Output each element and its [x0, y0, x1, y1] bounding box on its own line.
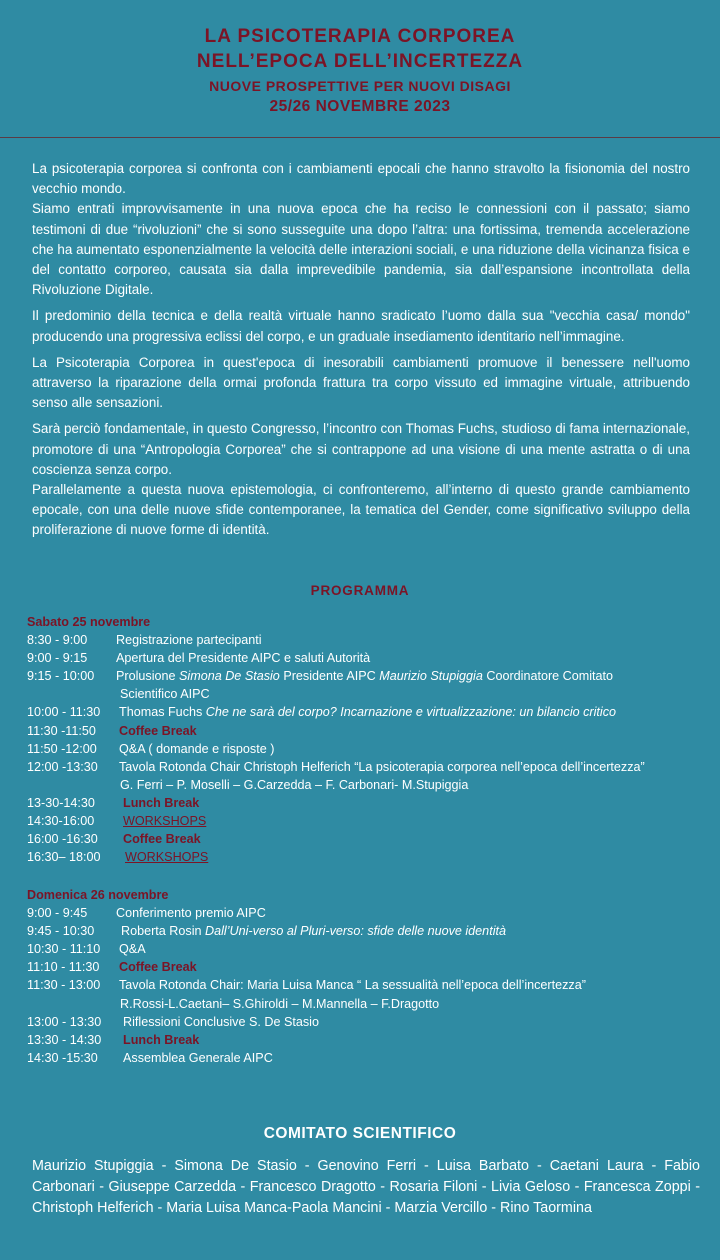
schedule-text-part: Coordinatore Comitato [482, 669, 614, 684]
talk-title: Che ne sarà del corpo? Incarnazione e virtualizzazione: un bilancio critico [205, 705, 617, 720]
intro-text [32, 159, 690, 547]
header-divider [0, 137, 720, 138]
schedule-row [27, 649, 707, 667]
speaker-name: Maurizio Stupiggia [379, 669, 483, 684]
schedule-time: 11:30 - 13:00 [27, 978, 101, 993]
schedule-time: 11:10 - 11:30 [27, 960, 100, 975]
coffee-break: Coffee Break [119, 960, 197, 975]
schedule-continuation: Scientifico AIPC [120, 687, 210, 702]
schedule-text: Tavola Rotonda Chair: Maria Luisa Manca “ La sessualità nell’epoca dell’incertezza” [119, 978, 586, 993]
schedule-text: Registrazione partecipanti [116, 633, 262, 648]
schedule-time: 13:00 - 13:30 [27, 1014, 102, 1029]
event-dates: 25/26 NOVEMBRE 2023 [269, 98, 451, 115]
schedule-text: Apertura del Presidente AIPC e saluti Autorità [116, 651, 371, 666]
schedule-row [27, 904, 707, 922]
schedule-time: 9:45 - 10:30 [27, 924, 95, 939]
talk-title: Dall’Uni-verso al Pluri-verso: sfide delle nuove identità [205, 924, 506, 939]
comitato-title: COMITATO SCIENTIFICO [263, 1125, 457, 1142]
schedule-row [27, 1049, 707, 1067]
schedule-row [27, 812, 707, 830]
schedule-row [27, 1031, 707, 1049]
schedule-time: 10:30 - 11:10 [27, 942, 101, 957]
day1-label: Sabato 25 novembre [27, 615, 151, 629]
schedule-row [27, 794, 707, 812]
schedule-row [27, 848, 707, 866]
intro-paragraph: La psicoterapia corporea si confronta con i cambiamenti epocali che hanno stravolto la fisionomia del nostro vecchio mondo. [32, 161, 690, 197]
lunch-break: Lunch Break [123, 795, 200, 810]
schedule-text: Q&A ( domande e risposte ) [119, 741, 275, 756]
lunch-break: Lunch Break [123, 1032, 200, 1047]
speaker-name: Roberta Rosin [121, 924, 205, 939]
title-line-1: LA PSICOTERAPIA CORPOREA [204, 26, 516, 47]
schedule-text-part: Prolusione [116, 669, 180, 684]
schedule-time: 16:00 -16:30 [27, 832, 98, 847]
schedule-continuation: G. Ferri – P. Moselli – G.Carzedda – F. Carbonari- M.Stupiggia [120, 777, 469, 792]
coffee-break: Coffee Break [119, 723, 197, 738]
schedule-time: 12:00 -13:30 [27, 759, 98, 774]
schedule-row [27, 740, 707, 758]
schedule-time: 13:30 - 14:30 [27, 1032, 102, 1047]
schedule-text: Conferimento premio AIPC [116, 906, 266, 921]
schedule-text: Riflessioni Conclusive S. De Stasio [123, 1014, 319, 1029]
schedule-row [27, 1013, 707, 1031]
workshops-link[interactable]: WORKSHOPS [123, 814, 207, 829]
schedule-row [27, 703, 707, 721]
coffee-break: Coffee Break [123, 832, 201, 847]
schedule-time: 11:50 -12:00 [27, 741, 97, 756]
schedule-text [121, 922, 707, 940]
intro-paragraph: Parallelamente a questa nuova epistemologia, ci confronteremo, all’interno di questo grande cambiamento epocale, con una delle nuove sfide contemporanee, la tematica del Gender, come significativo sviluppo della proliferazione di nuove forme di identità. [32, 482, 690, 538]
comitato-members: Maurizio Stupiggia - Simona De Stasio - Genovino Ferri - Luisa Barbato - Caetani Laura - Fabio Carbonari - Giuseppe Carzedda - Francesco Dragotto - Rosaria Filoni - Livia Geloso - Francesca Zoppi - Christoph Helferich - Maria Luisa Manca-Paola Mancini - Marzia Vercillo - Rino Taormina [32, 1158, 700, 1216]
day1-schedule [27, 613, 707, 866]
schedule-continuation: R.Rossi-L.Caetani– S.Ghiroldi – M.Mannella – F.Dragotto [120, 996, 440, 1011]
schedule-row [27, 958, 707, 976]
schedule-text: Tavola Rotonda Chair Christoph Helferich “La psicoterapia corporea nell’epoca dell’incertezza” [119, 759, 645, 774]
speaker-name: Thomas Fuchs [119, 705, 206, 720]
schedule-text [116, 667, 707, 685]
schedule-row [27, 758, 707, 776]
schedule-time: 11:30 -11:50 [27, 723, 96, 738]
schedule-row [27, 631, 707, 649]
programma-title: PROGRAMMA [310, 583, 410, 598]
schedule-row [27, 922, 707, 940]
schedule-time: 9:15 - 10:00 [27, 669, 95, 684]
schedule-time: 9:00 - 9:15 [27, 651, 88, 666]
day2-label: Domenica 26 novembre [27, 888, 169, 902]
schedule-time: 14:30 -15:30 [27, 1050, 98, 1065]
intro-paragraph: La Psicoterapia Corporea in quest'epoca di inesorabili cambiamenti promuove il benessere nell'uomo attraverso la riparazione della ormai profonda frattura tra corpo vissuto ed immagine virtuale, attribuendo senso alle sensazioni. [32, 354, 690, 411]
schedule-time: 10:00 - 11:30 [27, 705, 101, 720]
workshops-link[interactable]: WORKSHOPS [125, 850, 209, 865]
schedule-time: 16:30– 18:00 [27, 850, 101, 865]
schedule-row [27, 976, 707, 994]
intro-paragraph: Sarà perciò fondamentale, in questo Congresso, l’incontro con Thomas Fuchs, studioso di fama internazionale, promotore di una “Antropologia Corporea” che si contrappone ad una visione di una mente astratta o di una coscienza senza corpo. [32, 421, 690, 477]
title-line-2: NELL’EPOCA DELL’INCERTEZZA [196, 51, 524, 72]
schedule-text [119, 703, 707, 721]
schedule-time: 8:30 - 9:00 [27, 633, 88, 648]
header [0, 0, 720, 118]
schedule-time: 9:00 - 9:45 [27, 906, 88, 921]
speaker-name: Simona De Stasio [179, 669, 280, 684]
schedule-text-part: Presidente AIPC [279, 669, 380, 684]
schedule-text: Q&A [119, 942, 146, 957]
schedule-row [27, 830, 707, 848]
intro-paragraph: Siamo entrati improvvisamente in una nuova epoca che ha reciso le connessioni con il passato; siamo testimoni di due “rivoluzioni” che si sono susseguite una dopo l’altra: una fortissima, tremenda accelerazione che ha aumentato esponenzialmente la velocità delle interazioni sociali, e una riduzione della vicinanza fisica e del contatto corporeo, causata sia dalla imprevedibile pandemia, sia dall’espansione incontrollata della Rivoluzione Digitale. [32, 201, 690, 298]
schedule-time: 14:30-16:00 [27, 814, 95, 829]
subtitle: NUOVE PROSPETTIVE PER NUOVI DISAGI [209, 78, 511, 94]
schedule-row [27, 940, 707, 958]
day2-schedule [27, 886, 707, 1067]
schedule-time: 13-30-14:30 [27, 795, 95, 810]
schedule-text: Assemblea Generale AIPC [123, 1050, 273, 1065]
schedule-row [27, 667, 707, 685]
intro-paragraph: Il predominio della tecnica e della realtà virtuale hanno sradicato l’uomo dalla sua "vecchia casa/ mondo" producendo una progressiva eclissi del corpo, e un graduale insediamento identitario nell’immagine. [32, 308, 690, 344]
schedule-row [27, 722, 707, 740]
